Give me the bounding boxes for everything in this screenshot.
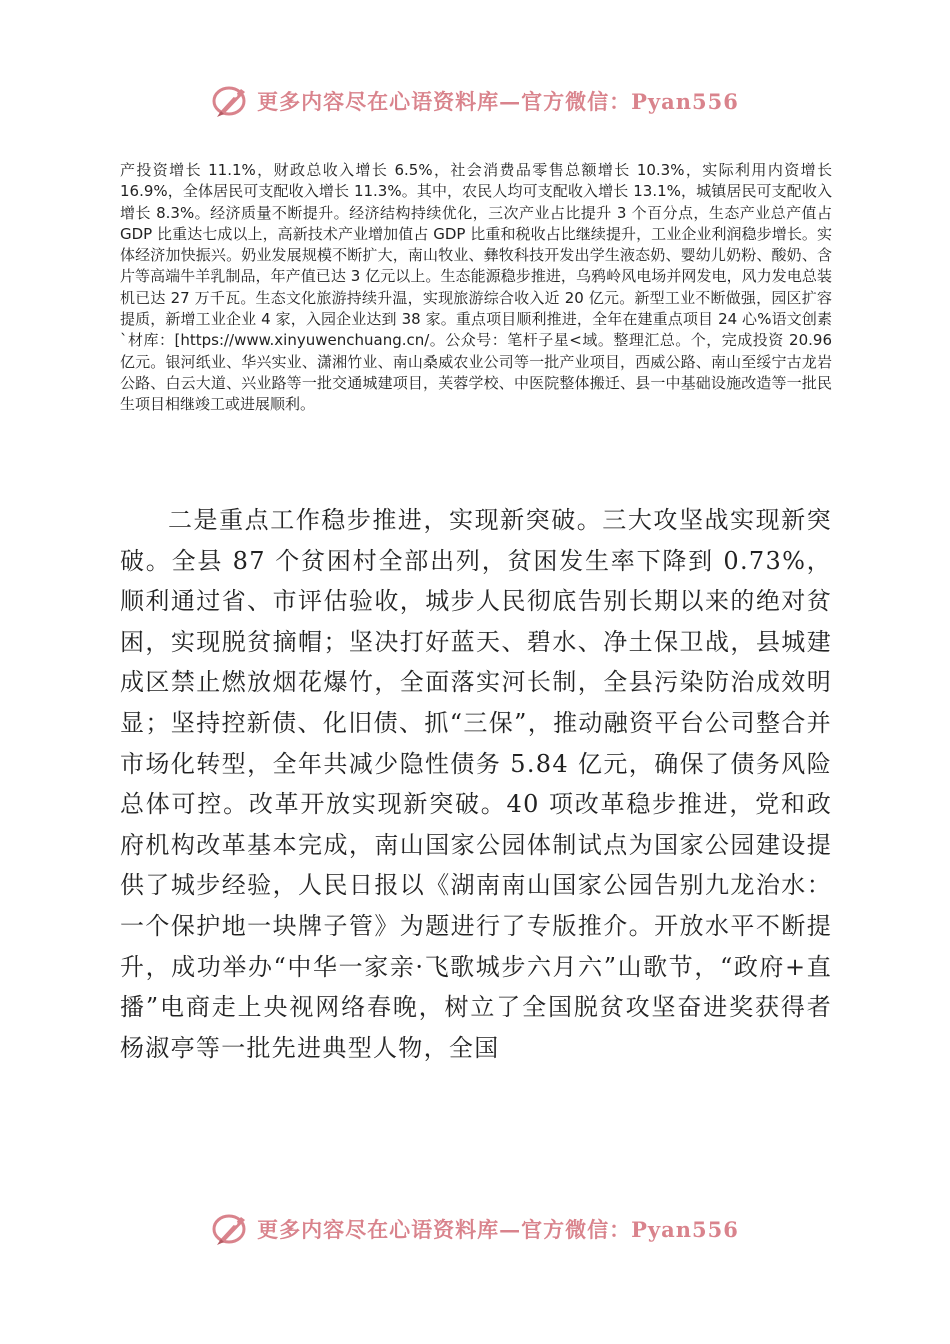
watermark-header [0,78,950,124]
body-paragraph-large: 二是重点工作稳步推进，实现新突破。三大攻坚战实现新突破。全县 87 个贫困村全部出列，贫困发生率下降到 0.73%，顺利通过省、市评估验收，城步人民彻底告别长期以来的绝对贫困，实现脱贫摘帽；坚决打好蓝天、碧水、净土保卫战，县城建成区禁止燃放烟花爆竹，全面落实河长制，全县污染防治成效明显；坚持控新债、化旧债、抓“三保”，推动融资平台公司整合并市场化转型，全年共减少隐性债务 5.84 亿元，确保了债务风险总体可控。改革开放实现新突破。40 项改革稳步推进，党和政府机构改革基本完成，南山国家公园体制试点为国家公园建设提供了城步经验，人民日报以《湖南南山国家公园告别九龙治水：一个保护地一块牌子管》为题进行了专版推介。开放水平不断提升，成功举办“中华一家亲·飞歌城步六月六”山歌节，“政府+直播”电商走上央视网络春晚，树立了全国脱贫攻坚奋进奖获得者杨淑亭等一批先进典型人物，全国 [120,506,832,1062]
watermark-text: 更多内容尽在心语资料库—官方微信：Pyan556 [257,1217,739,1242]
pen-logo-icon [211,81,251,121]
body-paragraph-small: 产投资增长 11.1%，财政总收入增长 6.5%，社会消费品零售总额增长 10.3%，实际利用内资增长 16.9%，全体居民可支配收入增长 11.3%。其中，农民人均可支配收入增长 13.1%，城镇居民可支配收入增长 8.3%。经济质量不断提升。经济结构持续优化，三次产业占比提升 3 个百分点，生态产业总产值占 GDP 比重达七成以上，高新技术产业增加值占 GDP 比重和税收占比继续提升，工业企业利润稳步增长。实体经济加快振兴。奶业发展规模不断扩大，南山牧业、彝牧科技开发出学生液态奶、婴幼儿奶粉、酸奶、含片等高端牛羊乳制品，年产值已达 3 亿元以上。生态能源稳步推进，乌鸦岭风电场并网发电，风力发电总装机已达 27 万千瓦。生态文化旅游持续升温，实现旅游综合收入近 20 亿元。新型工业不断做强，园区扩容提质，新增工业企业 4 家，入园企业达到 38 家。重点项目顺利推进，全年在建重点项目 24 心%语文创素`材库：[https://www.xinyuwenchuang.cn/。公众号：笔杆子星<域。整理汇总。个，完成投资 20.96 亿元。银河纸业、华兴实业、潇湘竹业、南山桑威农业公司等一批产业项目，西威公路、南山至绥宁古龙岩公路、白云大道、兴业路等一批交通城建项目，芙蓉学校、中医院整体搬迁、县一中基础设施改造等一批民生项目相继竣工或进展顺利。 [120,161,832,414]
watermark-text: 更多内容尽在心语资料库—官方微信：Pyan556 [257,89,739,114]
pen-logo-icon [211,1209,251,1249]
watermark-footer [0,1206,950,1252]
